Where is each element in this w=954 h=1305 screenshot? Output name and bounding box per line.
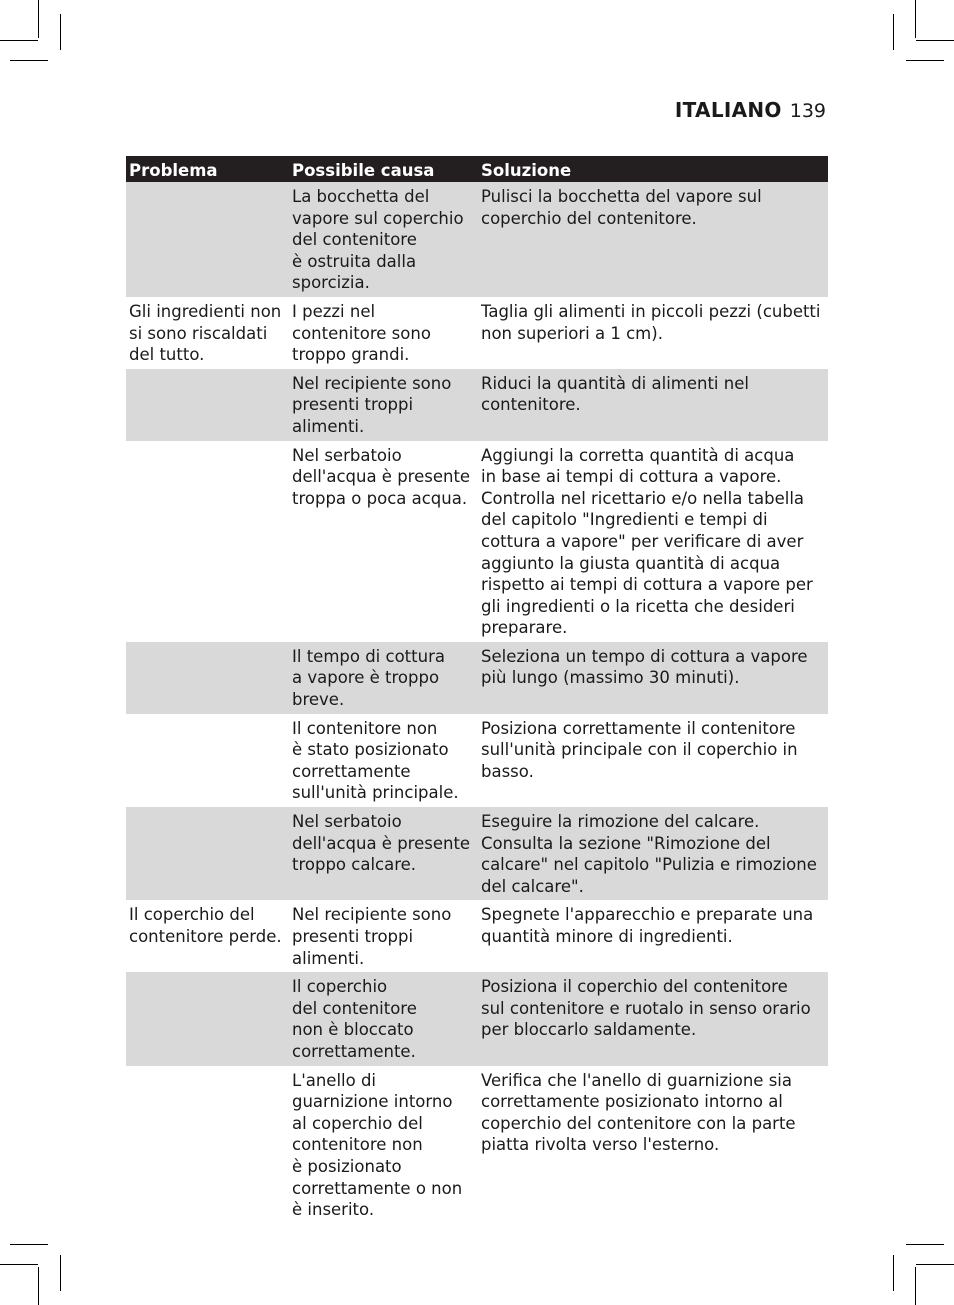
table-row <box>126 900 828 972</box>
solution-cell: Verifica che l'anello di guarnizione sia correttamente posizionato intorno al coperchio del contenitore con la parte piatta rivolta verso l'esterno. <box>481 1070 796 1155</box>
problem-cell <box>126 642 289 714</box>
problem-cell <box>126 714 289 807</box>
table-row <box>126 714 828 807</box>
page-number: 139 <box>789 100 826 122</box>
cause-cell: Nel recipiente sono presenti troppi alimenti. <box>292 905 452 968</box>
cause-cell: Nel serbatoio dell'acqua è presente troppa o poca acqua. <box>292 445 471 508</box>
problem-cell: Gli ingredienti non si sono riscaldati del tutto. <box>129 301 282 365</box>
problem-cell: Il coperchio del contenitore perde. <box>129 905 282 946</box>
table-row <box>126 1066 828 1224</box>
table-row <box>126 807 828 900</box>
column-header-solution: Soluzione <box>478 156 828 182</box>
cause-cell: Il coperchio del contenitore non è bloccato correttamente. <box>289 972 478 1065</box>
solution-cell: Posiziona correttamente il contenitore sull'unità principale con il coperchio in basso. <box>481 718 798 781</box>
solution-cell: Seleziona un tempo di cottura a vapore più lungo (massimo 30 minuti). <box>478 642 828 714</box>
troubleshooting-table <box>126 156 828 1224</box>
cause-cell: La bocchetta del vapore sul coperchio del contenitore è ostruita dalla sporcizia. <box>289 182 478 297</box>
cause-cell: Nel serbatoio dell'acqua è presente troppo calcare. <box>289 807 478 900</box>
table-row <box>126 297 828 369</box>
solution-cell: Aggiungi la corretta quantità di acqua in base ai tempi di cottura a vapore. Controlla nel ricettario e/o nella tabella del capitolo "Ingredienti e tempi di cottura a vapore" per verificare di aver aggiunto la giusta quantità di acqua rispetto ai tempi di cottura a vapore per gli ingredienti o la ricetta che desideri preparare. <box>481 445 813 638</box>
column-header-cause: Possibile causa <box>289 156 478 182</box>
cause-cell: Il contenitore non è stato posizionato correttamente sull'unità principale. <box>292 718 459 803</box>
table-row <box>126 441 828 642</box>
cause-cell: I pezzi nel contenitore sono troppo grandi. <box>292 301 431 365</box>
solution-cell: Taglia gli alimenti in piccoli pezzi (cubetti non superiori a 1 cm). <box>481 301 821 343</box>
table-row <box>126 182 828 297</box>
table-header-row <box>126 156 828 182</box>
problem-cell <box>126 1066 289 1224</box>
solution-cell: Pulisci la bocchetta del vapore sul coperchio del contenitore. <box>478 182 828 297</box>
table-row <box>126 642 828 714</box>
problem-cell <box>126 441 289 642</box>
table-row <box>126 972 828 1065</box>
page-header <box>675 98 826 122</box>
problem-cell <box>126 972 289 1065</box>
solution-cell: Riduci la quantità di alimenti nel contenitore. <box>478 369 828 441</box>
solution-cell: Posiziona il coperchio del contenitore sul contenitore e ruotalo in senso orario per bloccarlo saldamente. <box>478 972 828 1065</box>
solution-cell: Spegnete l'apparecchio e preparate una quantità minore di ingredienti. <box>481 905 814 946</box>
cause-cell: L'anello di guarnizione intorno al coperchio del contenitore non è posizionato correttamente o non è inserito. <box>292 1070 463 1220</box>
cause-cell: Nel recipiente sono presenti troppi alimenti. <box>289 369 478 441</box>
cause-cell: Il tempo di cottura a vapore è troppo breve. <box>289 642 478 714</box>
problem-cell <box>126 369 289 441</box>
solution-cell: Eseguire la rimozione del calcare. Consulta la sezione "Rimozione del calcare" nel capitolo "Pulizia e rimozione del calcare". <box>478 807 828 900</box>
table-row <box>126 369 828 441</box>
column-header-problem: Problema <box>126 156 289 182</box>
problem-cell <box>126 182 289 297</box>
language-label: ITALIANO <box>674 98 782 122</box>
problem-cell <box>126 807 289 900</box>
